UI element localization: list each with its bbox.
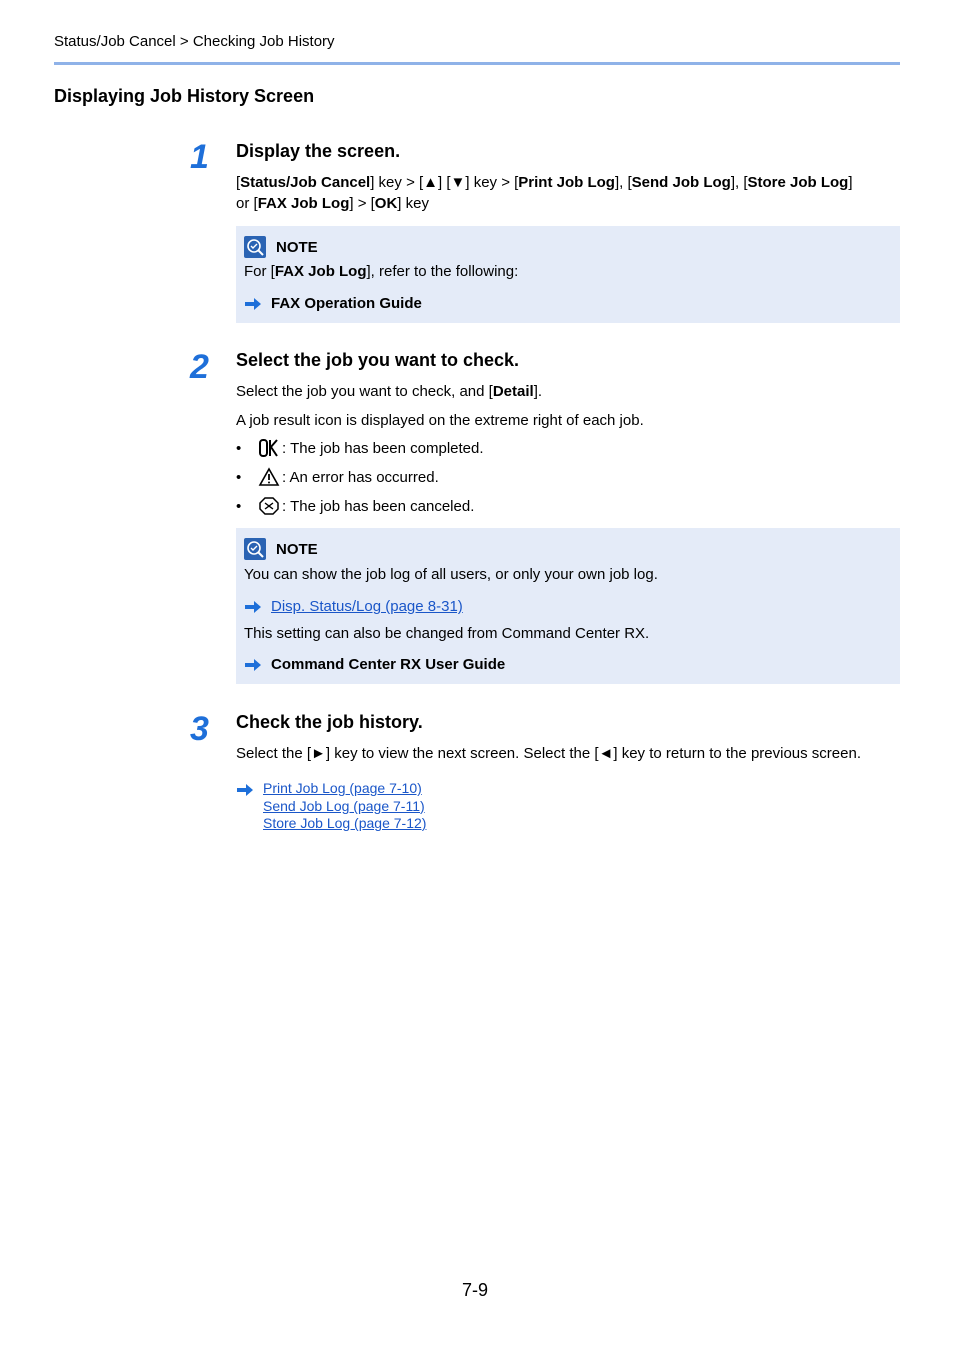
link-print-job-log[interactable]: Print Job Log (page 7-10) (263, 780, 422, 796)
list-item-canceled: • : The job has been canceled. (236, 497, 475, 515)
reference-row (244, 656, 505, 673)
note-label: NOTE (276, 540, 318, 558)
link-send-job-log[interactable]: Send Job Log (page 7-11) (263, 797, 425, 814)
note-label: NOTE (276, 238, 318, 256)
link-store-job-log[interactable]: Store Job Log (page 7-12) (263, 815, 427, 831)
list-item-error: • : An error has occurred. (236, 468, 439, 486)
reference-row (244, 295, 422, 312)
note-icon (244, 236, 266, 258)
section-title: Displaying Job History Screen (54, 86, 315, 106)
list-item-text: : The job has been completed. (282, 439, 484, 457)
related-links (236, 780, 426, 833)
ok-icon (258, 438, 280, 458)
warning-icon (258, 467, 280, 487)
reference-fax-operation-guide: FAX Operation Guide (271, 295, 422, 312)
note-text: For [FAX Job Log], refer to the following: (244, 263, 519, 280)
header-divider (54, 62, 900, 65)
step-title-3: Check the job history. (236, 712, 423, 732)
step-title-2: Select the job you want to check. (236, 350, 520, 370)
arrow-right-icon (244, 659, 262, 671)
note-text: This setting can also be changed from Command Center RX. (244, 625, 650, 642)
list-item-text: : The job has been canceled. (282, 497, 475, 515)
step2-instruction-line2: A job result icon is displayed on the extreme right of each job. (236, 412, 644, 429)
list-item-text: : An error has occurred. (282, 468, 439, 486)
step-title-1: Display the screen. (236, 141, 401, 161)
note-icon (244, 538, 266, 560)
reference-row (244, 598, 463, 615)
step-number-2: 2 (190, 348, 209, 386)
step-number-1: 1 (190, 138, 209, 176)
note-box-1 (236, 226, 900, 323)
step2-instruction-line1: Select the job you want to check, and [Detail]. (236, 383, 543, 400)
reference-command-center-guide: Command Center RX User Guide (271, 656, 506, 673)
arrow-right-icon (244, 601, 262, 613)
arrow-right-icon (244, 298, 262, 310)
breadcrumb: Status/Job Cancel > Checking Job History (54, 33, 335, 50)
note-box-2 (236, 528, 900, 684)
step3-instruction: Select the [►] key to view the next screen. Select the [◄] key to return to the previous screen. (236, 745, 861, 762)
link-disp-status-log[interactable]: Disp. Status/Log (page 8-31) (271, 598, 463, 615)
list-item-completed: • : The job has been completed. (236, 439, 484, 457)
step-number-3: 3 (190, 710, 209, 748)
step1-instruction-line2: or [FAX Job Log] > [OK] key (236, 195, 429, 212)
canceled-icon (258, 496, 280, 516)
page-number: 7-9 (462, 1280, 489, 1300)
note-text: You can show the job log of all users, or only your own job log. (244, 566, 658, 583)
step1-instruction-line1: [Status/Job Cancel] key > [▲] [▼] key > [Print Job Log], [Send Job Log], [Store Job Log] (236, 174, 853, 191)
arrow-right-icon (236, 784, 254, 796)
